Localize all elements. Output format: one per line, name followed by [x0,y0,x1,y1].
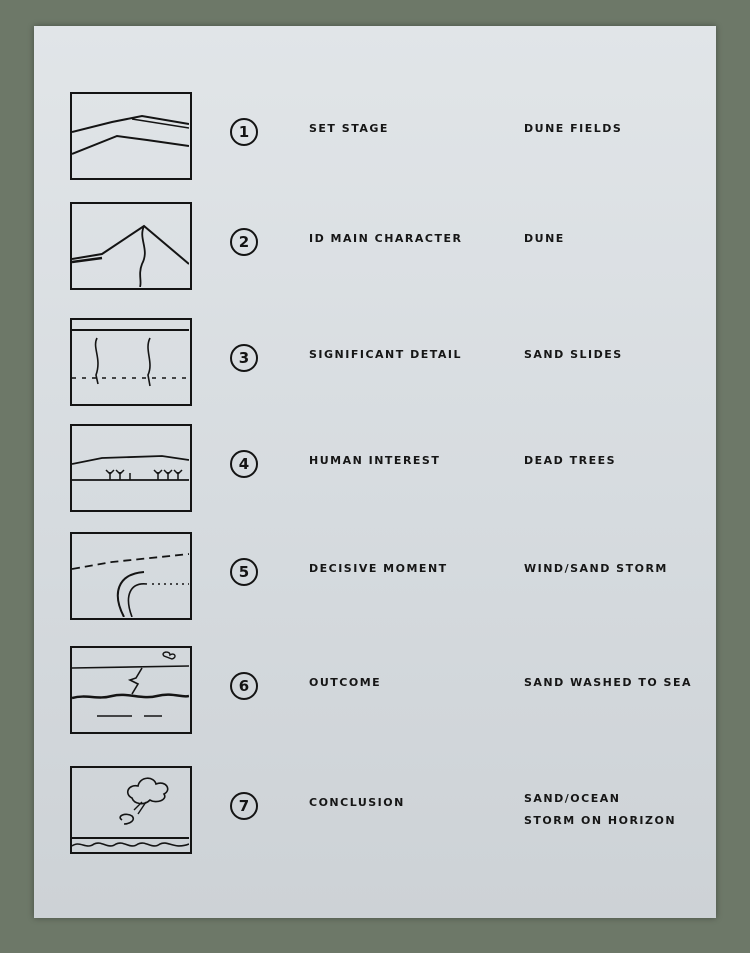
step-number: 1 [230,118,258,146]
sketch-thumbnail [70,202,192,290]
sketch-thumbnail [70,646,192,734]
storyboard-row [34,202,716,312]
step-subject: WIND/SAND STORM [524,562,668,575]
step-topic: OUTCOME [309,676,382,689]
step-number: 7 [230,792,258,820]
step-topic: DECISIVE MOMENT [309,562,448,575]
storyboard-row [34,92,716,202]
storyboard-row [34,318,716,428]
step-subject: SAND SLIDES [524,348,623,361]
step-topic: CONCLUSION [309,796,405,809]
sketch-thumbnail [70,92,192,180]
step-subject [524,788,676,832]
sand-to-sea-sketch [72,648,189,731]
step-topic: ID MAIN CHARACTER [309,232,463,245]
paper-sheet [34,26,716,918]
step-topic: HUMAN INTEREST [309,454,441,467]
step-number: 4 [230,450,258,478]
step-topic: SIGNIFICANT DETAIL [309,348,462,361]
step-subject: DUNE FIELDS [524,122,623,135]
step-number: 3 [230,344,258,372]
dune-fields-sketch [72,94,189,177]
dune-sketch [72,204,189,287]
sand-slides-sketch [72,320,189,403]
sketch-thumbnail [70,318,192,406]
step-number: 5 [230,558,258,586]
storm-on-horizon-sketch [72,768,189,851]
step-subject-line: STORM ON HORIZON [524,814,677,827]
storyboard-row [34,646,716,756]
sand-storm-sketch [72,534,189,617]
step-number: 6 [230,672,258,700]
step-subject-line: SAND/OCEAN [524,792,621,805]
step-subject: DEAD TREES [524,454,617,467]
storyboard-row [34,766,716,876]
sketch-thumbnail [70,532,192,620]
dead-trees-sketch [72,426,189,509]
storyboard-row [34,532,716,642]
storyboard-row [34,424,716,534]
step-number: 2 [230,228,258,256]
step-subject: DUNE [524,232,565,245]
step-topic: SET STAGE [309,122,389,135]
sketch-thumbnail [70,424,192,512]
sketch-thumbnail [70,766,192,854]
step-subject: SAND WASHED TO SEA [524,676,692,689]
